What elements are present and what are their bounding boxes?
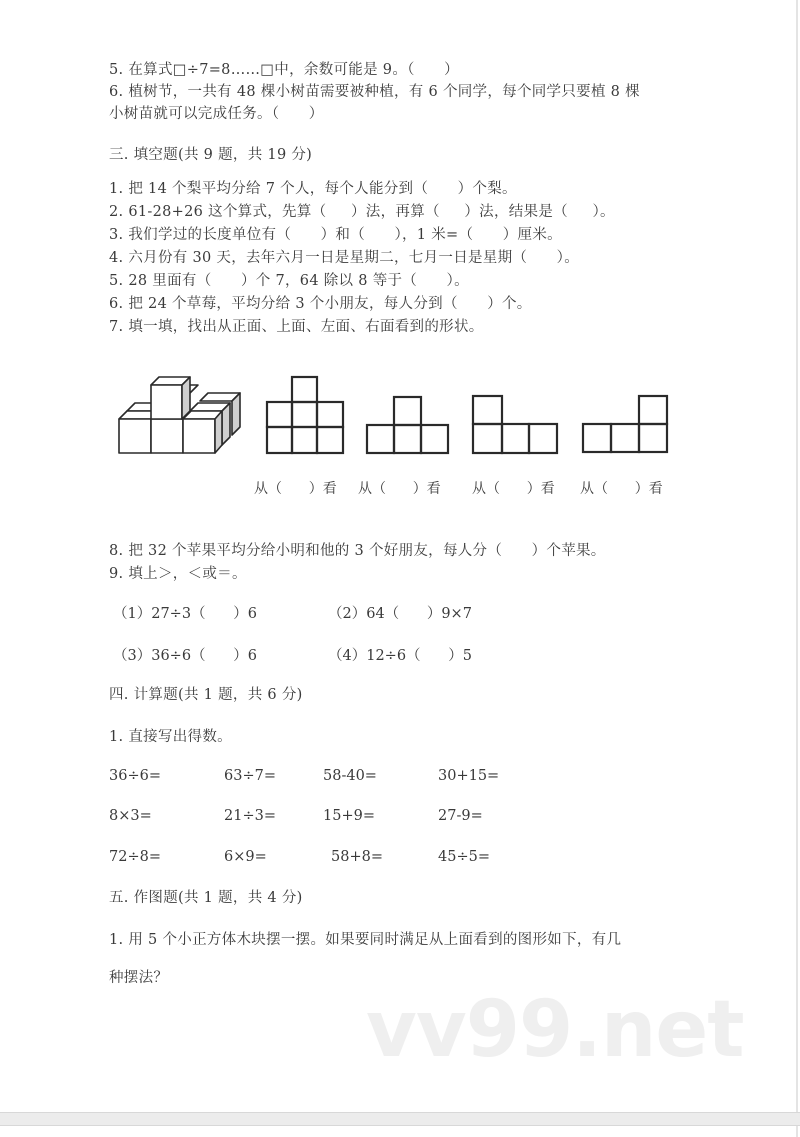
comparison-2: （2）64（ ）9×7 <box>328 606 472 622</box>
calc-item: 58+8= <box>331 849 383 865</box>
calc-item: 63÷7= <box>224 768 276 784</box>
calc-item: 8×3= <box>109 808 152 824</box>
comparison-1: （1）27÷3（ ）6 <box>113 606 257 622</box>
fill-question-3: 3. 我们学过的长度单位有（ ）和（ ），1 米=（ ）厘米。 <box>109 227 562 243</box>
view-label-4: 从（ ）看 <box>580 481 663 497</box>
calc-item: 30+15= <box>438 768 500 784</box>
drawing-question-1: 1. 用 5 个小正方体木块摆一摆。如果要同时满足从上面看到的图形如下，有几 <box>109 932 622 948</box>
fill-question-2: 2. 61-28+26 这个算式，先算（ ）法，再算（ ）法，结果是（ ）。 <box>109 204 615 220</box>
comparison-3: （3）36÷6（ ）6 <box>113 648 257 664</box>
view-label-3: 从（ ）看 <box>472 481 555 497</box>
page-right-edge <box>796 0 798 1137</box>
calc-item: 36÷6= <box>109 768 161 784</box>
view-shape-4 <box>583 396 667 452</box>
tf-question-5: 5. 在算式□÷7=8……□中，余数可能是 9。（ ） <box>109 62 459 78</box>
calc-item: 21÷3= <box>224 808 276 824</box>
page-separator <box>0 1112 800 1126</box>
fill-question-6: 6. 把 24 个草莓，平均分给 3 个小朋友，每人分到（ ）个。 <box>109 296 532 312</box>
tf-question-6: 6. 植树节，一共有 48 棵小树苗需要被种植，有 6 个同学，每个同学只要植 8 棵 <box>109 84 640 100</box>
fill-question-4: 4. 六月份有 30 天，去年六月一日是星期二，七月一日是星期（ ）。 <box>109 250 580 266</box>
calc-item: 15+9= <box>323 808 375 824</box>
watermark: vv99.net <box>366 985 744 1075</box>
calc-item: 45÷5= <box>438 849 490 865</box>
calc-item: 27-9= <box>438 808 483 824</box>
fill-question-9: 9. 填上＞，＜或＝。 <box>109 566 247 582</box>
tf-question-6-cont: 小树苗就可以完成任务。（ ） <box>109 106 324 122</box>
view-label-2: 从（ ）看 <box>358 481 441 497</box>
view-shape-1 <box>267 377 343 453</box>
calc-question-1: 1. 直接写出得数。 <box>109 729 232 745</box>
view-shape-2 <box>367 397 448 453</box>
fill-question-1: 1. 把 14 个梨平均分给 7 个人，每个人能分到（ ）个梨。 <box>109 181 517 197</box>
view-shape-3 <box>473 396 557 453</box>
view-label-1: 从（ ）看 <box>254 481 337 497</box>
fill-question-8: 8. 把 32 个苹果平均分给小明和他的 3 个好朋友，每人分（ ）个苹果。 <box>109 543 606 559</box>
fill-question-7: 7. 填一填，找出从正面、上面、左面、右面看到的形状。 <box>109 319 484 335</box>
cube-views-figure <box>0 360 800 470</box>
section-3-heading: 三. 填空题(共 9 题，共 19 分) <box>109 147 313 163</box>
calc-item: 72÷8= <box>109 849 161 865</box>
drawing-question-1-cont: 种摆法？ <box>109 970 169 986</box>
calc-item: 6×9= <box>224 849 267 865</box>
isometric-cubes-drawing <box>119 377 240 453</box>
calc-item: 58-40= <box>323 768 377 784</box>
fill-question-5: 5. 28 里面有（ ）个 7，64 除以 8 等于（ ）。 <box>109 273 469 289</box>
section-5-heading: 五. 作图题(共 1 题，共 4 分) <box>109 890 303 906</box>
section-4-heading: 四. 计算题(共 1 题，共 6 分) <box>109 687 303 703</box>
comparison-4: （4）12÷6（ ）5 <box>328 648 472 664</box>
